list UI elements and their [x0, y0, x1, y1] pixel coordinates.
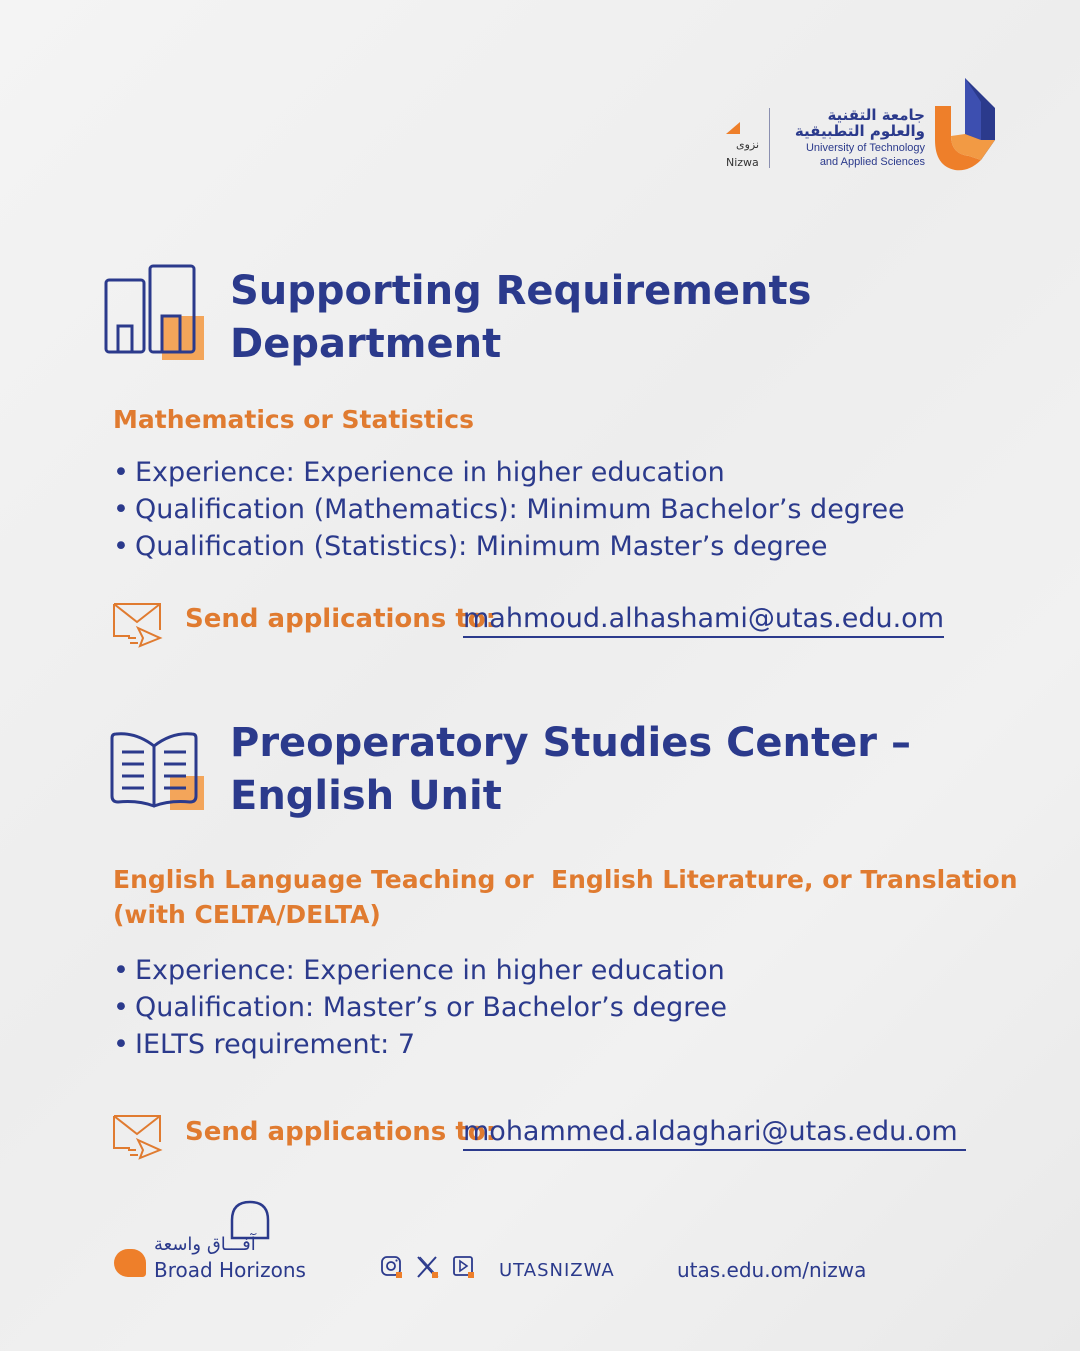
university-name-english-2: and Applied Sciences [819, 156, 925, 168]
nizwa-mark-icon [726, 122, 740, 134]
orange-dot-icon [114, 1249, 146, 1277]
bar-chart-icon [104, 264, 206, 364]
instagram-icon[interactable] [380, 1255, 404, 1279]
social-handle[interactable]: UTASNIZWA [499, 1260, 615, 1281]
list-item: • Qualification (Statistics): Minimum Master’s degree [113, 528, 1013, 565]
mail-send-icon [112, 600, 164, 650]
nizwa-arabic-label: نزوى [736, 138, 760, 151]
email-link-math[interactable]: mahmoud.alhashami@utas.edu.om [463, 603, 944, 638]
logo-divider [769, 108, 770, 168]
open-book-icon [110, 726, 206, 812]
section-2-subtitle-line-2: (with CELTA/DELTA) [113, 900, 381, 929]
list-item: • Qualification (Mathematics): Minimum Bachelor’s degree [113, 491, 1013, 528]
university-logo [720, 78, 1010, 178]
mail-send-icon [112, 1112, 164, 1162]
broad-horizons-logo [112, 1198, 312, 1288]
list-item: • Qualification: Master’s or Bachelor’s degree [113, 989, 1013, 1026]
section-1-title-line-2: Department [230, 321, 502, 367]
youtube-icon[interactable] [452, 1255, 476, 1279]
website-link[interactable]: utas.edu.om/nizwa [677, 1258, 867, 1282]
list-item: • Experience: Experience in higher education [113, 454, 1013, 491]
broad-horizons-english: Broad Horizons [154, 1258, 306, 1282]
utas-u-logo-icon [935, 78, 1001, 173]
section-1-subtitle: Mathematics or Statistics [113, 405, 474, 434]
list-item: • IELTS requirement: 7 [113, 1026, 1013, 1063]
send-applications-label: Send applications to: [185, 1117, 497, 1147]
nizwa-english-label: Nizwa [726, 156, 759, 169]
section-1-requirements [113, 454, 1013, 565]
x-icon[interactable] [416, 1255, 440, 1279]
email-link-english[interactable]: mohammed.aldaghari@utas.edu.om [463, 1116, 966, 1151]
section-1-title-line-1: Supporting Requirements [230, 268, 812, 314]
broad-horizons-arabic: آفـــاق واسعة [154, 1234, 256, 1255]
section-2-title-line-1: Preoperatory Studies Center – [230, 720, 911, 766]
university-name-arabic-2: والعلوم التطبيقية [794, 122, 925, 140]
section-2-title-line-2: English Unit [230, 773, 502, 819]
university-name-arabic-1: جامعة التقنية [827, 106, 925, 124]
send-applications-label: Send applications to: [185, 604, 497, 634]
section-2-subtitle-line-1: English Language Teaching or English Literature, or Translation [113, 865, 1018, 894]
list-item: • Experience: Experience in higher education [113, 952, 1013, 989]
university-name-english-1: University of Technology [805, 142, 925, 154]
section-2-requirements [113, 952, 1013, 1063]
